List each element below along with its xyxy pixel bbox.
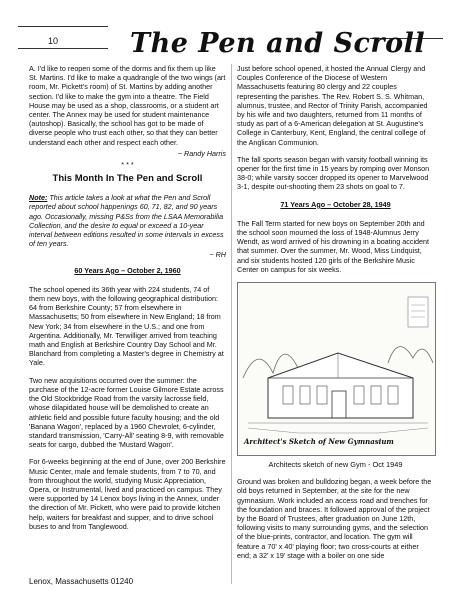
subhead-60-years: 60 Years Ago – October 2, 1960 [74,265,181,275]
paragraph-gymnasium: Ground was broken and bulldozing began, a week before the old boys returned in September, at the site for the new gymnasium. Work included an access road and trenches for the foundation and braces. It followed approval of the project by the Board of Trustees, after graduation on June 12th, following visits to many surrounding gyms, and the selection of the blue-prints, contractor, and location. The gym will feature a 70' x 40' playing floor; two cross-courts at either end; a 32' x 19' stage with a boiler on one side [237,477,432,560]
paragraph-fall-term: The Fall Term started for new boys on September 20th and the school soon mourned the loss of 1948-Alumnus Jerry Wendt, as word arrived of his drowning in a boating accident that summer. Over the summer, Mr. Wood, Miss Lindquist, and six students hosted 120 girls of the Berkshire Music Center on campus for six weeks. [237,218,430,274]
note-signature: ~ RH [209,250,226,260]
footer-address: Lenox, Massachusetts 01240 [29,577,134,586]
right-column [237,64,434,568]
header-rule-bottom-left [18,48,108,49]
masthead [18,14,443,59]
sketch-label: Architect's Sketch of New Gymnasium [244,437,394,447]
note-text: This article takes a look at what the Pen and Scroll reported about school happenings 60, 71, 82, and 90 years ago. Occasionally, missing P&Ss from the LSAA Memorabilia Collection, and the desire to equal or exceed a 10-year interval between editions resulted in some intervals in excess of ten years. [29,193,224,249]
image-caption: Architects sketch of new Gym - Oct 1949 [268,460,403,470]
section-title: This Month In The Pen and Scroll [52,173,203,185]
left-column [29,64,226,539]
paragraph-music-center: For 6-weeks beginning at the end of June, over 200 Berkshire Music Center, male and female students, from 7 to 70, and from throughout the world, studying Music Appreciation, Opera, or Instrumental, lived and practiced on campus. They were supported by 14 Lenox boys living in the Annex, under the direction of Mr. Pickett, who were paid to provide kitchen help, waiters for breakfast and supper, and to drive school buses to and from Tanglewood. [29,457,226,531]
interview-answer: A. I'd like to reopen some of the dorms and fix them up like St. Martins. I'd like to make a quadrangle of the two wings (art room, Mr. Pickett's room) of St. Martins by adding another section. I'd like to make the gym into a theatre. The Field House may be used as a shop, classrooms, or a student art center. The Annex may be used for student maintenance (autoshop). Basically, the school has got to be made of diverse people who trust each other, so that they can better understand each other and respect each other. [29,64,226,147]
note-label: Note: [29,193,48,203]
paragraph-clergy-conference: Just before school opened, it hosted the Annual Clergy and Couples Conference of the Diocese of Western Massachusetts featuring 80 clergy and 22 couples representing the parishes. The Rev. Robert S. S. Whitman, alumnus, trustee, and Rector of Trinity Parish, accompanied by his wife and two daughters, returned from 11 months of study as part of a 6-American delegation at St. Augustine's College in Canterbury, Kent, England, the central college of the Anglican Communion. [237,64,428,147]
header-rule-top-left [18,26,108,27]
editor-note [29,193,226,248]
paragraph-acquisitions: Two new acquisitions occurred over the summer: the purchase of the 12-acre former Louise Gilmore Estate across the Old Stockbridge Road from the varsity lacrosse field, whose dilapidated house will be demolished to create an athletic field and possible future faculty housing; and the old 'Banana Wagon', replaced by a 1960 Chevrolet, 6-cylinder, standard transmission, 'Carry-All' seating 8-9, with removable seats for cargo, dubbed the 'Mustard Wagon'. [29,375,224,450]
paragraph-school-opening: The school opened its 36th year with 224 students, 74 of them new boys, with the following geographical distribution: 64 from Berkshire County; 57 from elsewhere in Massachusetts; 50 from elsewhere in New England; 18 from New York; 34 from elsewhere in the U.S.; and one from Argentina. Additionally, Mr. Terwilliger arrived from teaching math and English at Berkshire Country Day School and Mr. Blanchard from completing a Master's degree in Chemistry at Yale. [29,284,224,368]
subhead-71-years: 71 Years Ago – October 28, 1949 [280,199,391,209]
author-signature: ~ Randy Harris [177,148,226,158]
page-number: 10 [48,36,59,46]
section-separator: * * * [121,160,134,170]
gymnasium-sketch-image [237,282,436,456]
newsletter-title: The Pen and Scroll [130,28,426,59]
paragraph-fall-sports: The fall sports season began with varsity football winning its opener for the first time in 15 years by romping over Monson 38-0; while varsity soccer dropped its opener to Marvelwood 3-1, despite out-shooting them 23 shots on goal to 7. [237,154,430,192]
gymnasium-sketch-drawing [238,283,435,455]
column-divider [231,64,232,584]
